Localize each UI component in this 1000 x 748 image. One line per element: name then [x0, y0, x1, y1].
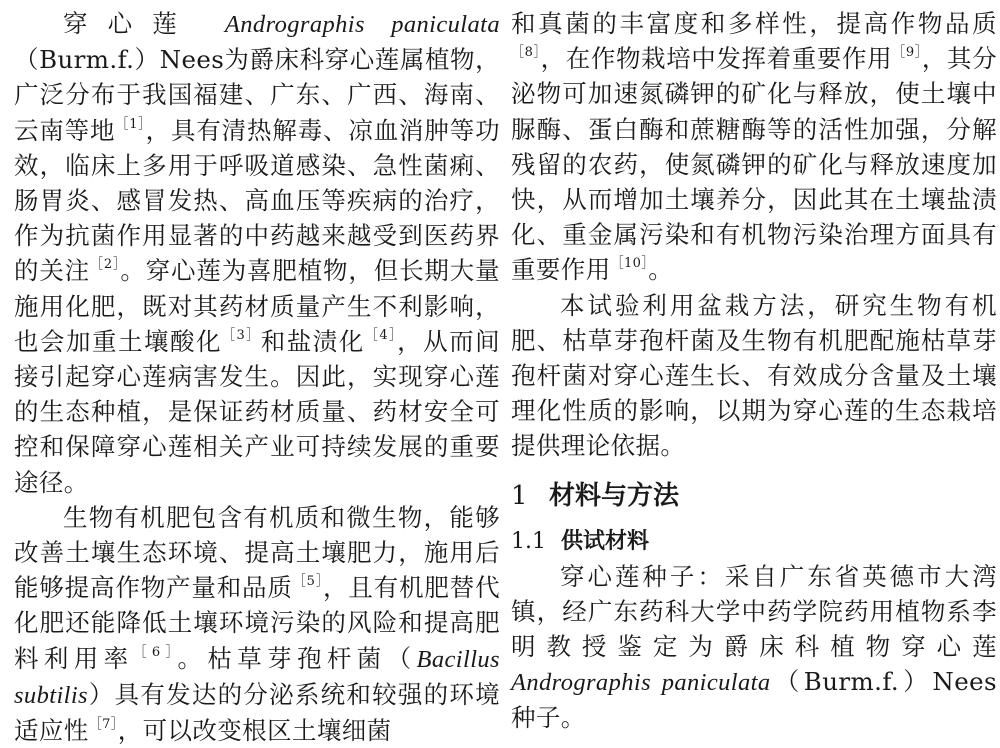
text-run: 穿心莲种子：采自广东省英德市大湾镇，经广东药科大学中药学院药用植物系李明教授鉴定为爵床科植物穿心莲: [511, 561, 997, 662]
intro-paragraph-3: [511, 288, 997, 464]
citation-ref: ［5］: [292, 574, 324, 590]
intro-paragraph-1: [14, 6, 500, 500]
text-run: 本试验利用盆栽方法，研究生物有机肥、枯草芽孢杆菌及生物有机肥配施枯草芽孢杆菌对穿心莲生长、有效成分含量及土壤理化性质的影响，以期为穿心莲的生态栽培提供理论依据。: [511, 290, 997, 461]
text-run: 和盐渍化: [260, 326, 365, 356]
citation-ref: ［3］: [222, 327, 261, 343]
citation-ref: ［6］: [133, 644, 178, 660]
text-run: ，具有清热解毒、凉血消肿等功效，临床上多用于呼吸道感染、急性菌痢、肠胃炎、感冒发热、高血压等疾病的治疗，作为抗菌作用显著的中药越来越受到医药界的关注: [14, 115, 500, 286]
left-column: [14, 6, 500, 748]
text-run: ）具有发达的分泌系统和较强的环境适应性: [14, 679, 500, 746]
citation-ref: ［2］: [90, 257, 121, 273]
text-run: 。穿心莲为喜肥植物，但长期大量施用化肥，既对其药材质量产生不利影响，也会加重土壤酸化: [14, 256, 500, 356]
text-run: （Burm.f.）Nees为爵床科穿心莲属植物，广泛分布于我国福建、广东、广西、海南、云南等地: [14, 45, 500, 145]
text-run: 生物有机肥包含有机质和微生物，能够改善土壤生态环境、提高土壤肥力，施用后能够提高作物产量和品质: [14, 502, 500, 603]
section-heading: [511, 474, 997, 518]
subsection-title: 供试材料: [561, 527, 650, 554]
citation-ref: ［10］: [610, 256, 649, 272]
section-title: 材料与方法: [549, 480, 680, 511]
right-column: [511, 6, 997, 736]
citation-ref: ［7］: [88, 717, 118, 733]
section-number: 1: [511, 480, 528, 511]
text-run: （Burm.f.）Nees 种子。: [511, 667, 997, 733]
intro-paragraph-2-continued: [511, 6, 997, 288]
text-run: ，其分泌物可加速氮磷钾的矿化与释放，使土壤中脲酶、蛋白酶和蔗糖酶等的活性加强，分解残留的农药，使氮磷钾的矿化与释放速度加快，从而增加土壤养分，因此其在土壤盐渍化、重金属污染和有机物污染治理方面具有重要作用: [511, 44, 997, 285]
text-run: ，且有机肥替代化肥还能降低土壤环境污染的风险和提高肥料利用率: [14, 573, 500, 673]
species-name: Bacillus subtilis: [14, 645, 500, 709]
subsection-number: 1.1: [511, 528, 546, 554]
text-run: 。枯草芽孢杆菌（: [177, 643, 417, 673]
text-run: ，在作物栽培中发挥着重要作用: [540, 44, 893, 74]
text-run: 穿心莲: [63, 9, 225, 38]
species-name: Andrographis paniculata: [511, 669, 771, 697]
citation-ref: ［4］: [364, 327, 398, 343]
citation-ref: ［8］: [511, 45, 541, 61]
citation-ref: ［1］: [115, 116, 146, 132]
text-run: 和真菌的丰富度和多样性，提高作物品质: [511, 9, 997, 38]
text-run: ，可以改变根区土壤细菌: [117, 716, 392, 746]
subsection-heading: [511, 524, 997, 559]
species-name: Andrographis paniculata: [224, 11, 500, 38]
citation-ref: ［9］: [892, 45, 922, 61]
text-run: ，从而间接引起穿心莲病害发生。因此，实现穿心莲的生态种植，是保证药材质量、药材安全可控和保障穿心莲相关产业可持续发展的重要途径。: [14, 326, 500, 497]
materials-paragraph: [511, 559, 997, 736]
text-run: 。: [648, 255, 674, 285]
